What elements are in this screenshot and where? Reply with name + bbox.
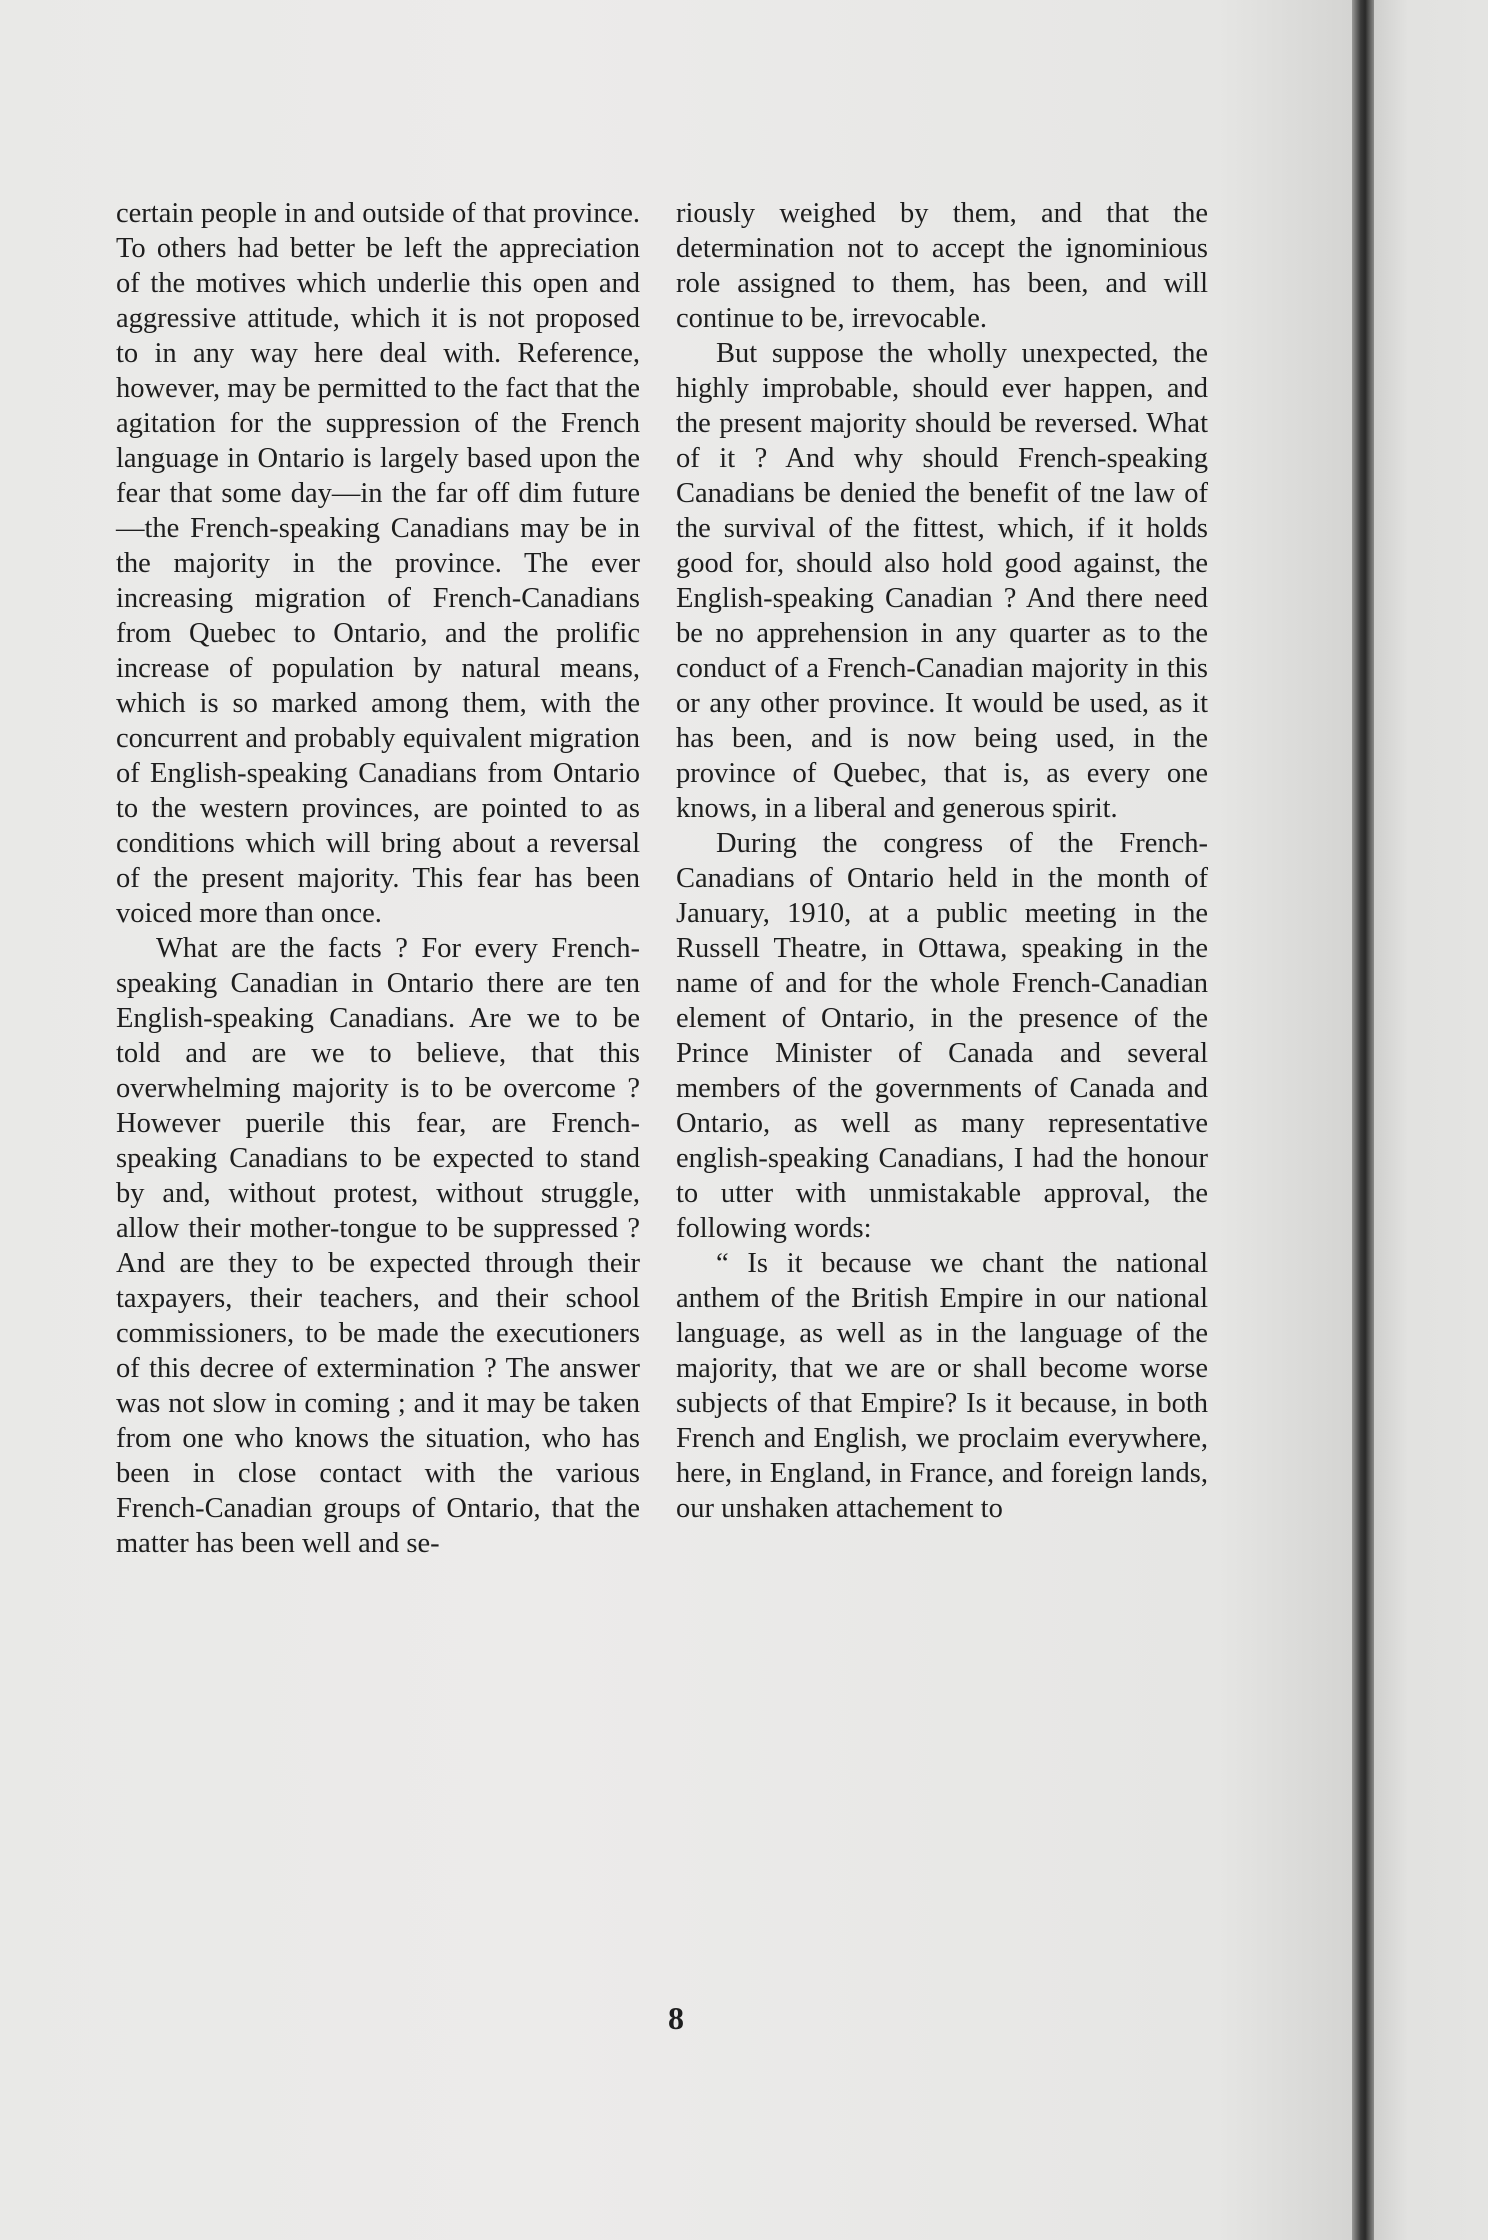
page-binding-edge	[1352, 0, 1374, 2240]
paragraph-right-3: During the congress of the French-Canadians of Ontario held in the month of January, 1910, at a public meeting in the Russell Theatre, in Ottawa, speaking in the name of and for the whole French-Canadian element of Ontario, in the presence of the Prince Minister of Canada and several members of the governments of Canada and Ontario, as well as many representative english-speaking Canadians, I had the honour to utter with unmistakable approval, the following words:	[676, 828, 1208, 1244]
paragraph-right-2: But suppose the wholly unexpected, the highly improbable, should ever happen, and the present majority should be reversed. What of it ? And why should French-speaking Canadians be denied the benefit of tne law of the survival of the fittest, which, if it holds good for, should also hold good against, the English-speaking Canadian ? And there need be no apprehension in any quarter as to the conduct of a French-Canadian majority in this or any other province. It would be used, as it has been, and is now being used, in the province of Quebec, that is, as every one knows, in a liberal and generous spirit.	[676, 338, 1208, 824]
left-text-column	[116, 196, 640, 1561]
paragraph-right-4: “ Is it because we chant the national anthem of the British Empire in our national language, as well as in the language of the majority, that we are or shall become worse subjects of that Empire? Is it because, in both French and English, we proclaim everywhere, here, in England, in France, and foreign lands, our unshaken attachement to	[676, 1248, 1208, 1524]
adjacent-page-sliver	[1374, 0, 1488, 2240]
right-text-column	[676, 196, 1208, 1526]
paragraph-right-1: riously weighed by them, and that the determination not to accept the ignominious role assigned to them, has been, and will continue to be, irrevocable.	[676, 198, 1208, 334]
paragraph-left-1: certain people in and outside of that province. To others had better be left the appreciation of the motives which underlie this open and aggressive attitude, which it is not proposed to in any way here deal with. Reference, however, may be permitted to the fact that the agitation for the suppression of the French language in Ontario is largely based upon the fear that some day—in the far off dim future—the French-speaking Canadians may be in the majority in the province. The ever increasing migration of French-Canadians from Quebec to Ontario, and the prolific increase of population by natural means, which is so marked among them, with the concurrent and probably equivalent migration of English-speaking Canadians from Ontario to the western provinces, are pointed to as conditions which will bring about a reversal of the present majority. This fear has been voiced more than once.	[116, 198, 640, 929]
paragraph-left-2: What are the facts ? For every French-speaking Canadian in Ontario there are ten English-speaking Canadians. Are we to be told and are we to believe, that this overwhelming majority is to be overcome ? However puerile this fear, are French-speaking Canadians to be expected to stand by and, without protest, without struggle, allow their mother-tongue to be suppressed ? And are they to be expected through their taxpayers, their teachers, and their school commissioners, to be made the executioners of this decree of extermination ? The answer was not slow in coming ; and it may be taken from one who knows the situation, who has been in close contact with the various French-Canadian groups of Ontario, that the matter has been well and se-	[116, 933, 640, 1559]
page-number: 8	[668, 2000, 684, 2036]
